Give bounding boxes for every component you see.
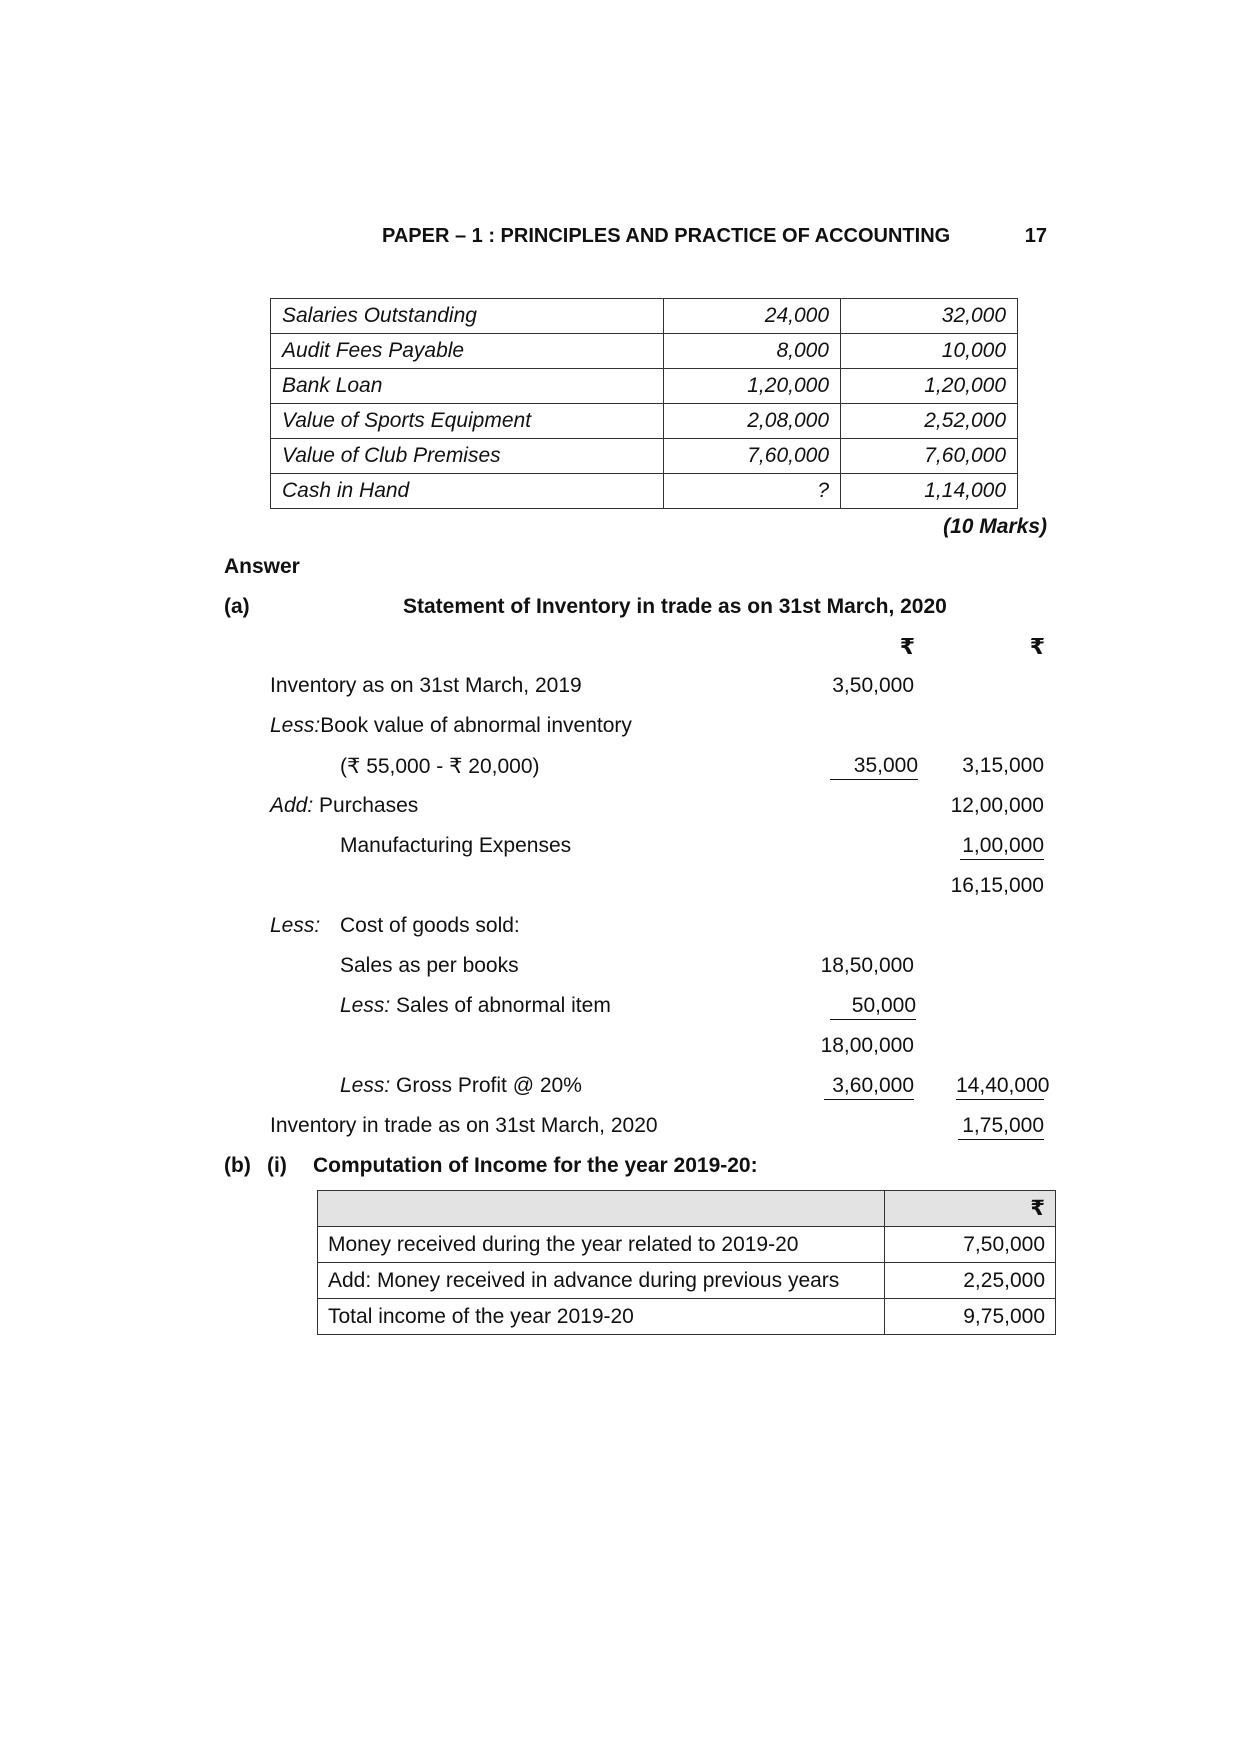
balance-items-table [270,298,1018,509]
purchases-label: Purchases [313,794,419,817]
opening-inventory-label: Inventory as on 31st March, 2019 [270,674,582,697]
part-a-title: Statement of Inventory in trade as on 31st March, 2020 [403,595,947,618]
row-value-2: 32,000 [841,299,1018,334]
row-label: Money received during the year related to 2019-20 [318,1227,885,1263]
table-row [271,439,1018,474]
row-label: Salaries Outstanding [271,299,664,334]
less-prefix: Less: [270,714,321,737]
row-amount: 2,25,000 [885,1263,1056,1299]
page-header-title: PAPER – 1 : PRINCIPLES AND PRACTICE OF ACCOUNTING [382,225,951,247]
mfg-expenses-label: Manufacturing Expenses [340,834,572,857]
row-value-1: 7,60,000 [664,439,841,474]
page-number: 17 [1024,225,1047,247]
add-prefix: Add: [270,794,314,817]
row-value-1: ? [664,474,841,509]
part-b-label: (b) [224,1154,251,1177]
row-label: Add: Money received in advance during previous years [318,1263,885,1299]
row-value-1: 8,000 [664,334,841,369]
less-abnormal-line [270,714,632,738]
row-value-1: 2,08,000 [664,404,841,439]
row-value-2: 10,000 [841,334,1018,369]
less-abnormal-label: Book value of abnormal inventory [320,714,632,737]
table-row [271,404,1018,439]
closing-inventory-label: Inventory in trade as on 31st March, 2020 [270,1114,658,1137]
sales-books-label: Sales as per books [340,954,519,977]
less-prefix: Less: [340,1074,391,1097]
part-b-title: Computation of Income for the year 2019-20: [313,1154,758,1177]
row-label: Value of Sports Equipment [271,404,664,439]
table-row [271,369,1018,404]
subtotal-amount: 16,15,000 [950,874,1044,897]
adjusted-inventory-amount: 3,15,000 [962,754,1044,777]
marks-label: (10 Marks) [943,515,1047,538]
part-b-sub-label: (i) [267,1154,287,1177]
abnormal-sales-label: Sales of abnormal item [390,994,611,1017]
table-row [318,1299,1056,1335]
row-label: Audit Fees Payable [271,334,664,369]
row-value-2: 1,20,000 [841,369,1018,404]
row-label: Value of Club Premises [271,439,664,474]
table-row [318,1263,1056,1299]
row-label: Cash in Hand [271,474,664,509]
table-row [271,474,1018,509]
table-row [271,334,1018,369]
less-prefix: Less: [270,914,321,937]
row-value-2: 7,60,000 [841,439,1018,474]
row-value-1: 1,20,000 [664,369,841,404]
table-row [318,1227,1056,1263]
purchases-amount: 12,00,000 [950,794,1044,817]
answer-heading: Answer [224,555,300,578]
table-header-row [318,1191,1056,1227]
table-row [271,299,1018,334]
header-currency: ₹ [885,1191,1056,1227]
cogs-label: Cost of goods sold: [340,914,520,937]
sales-books-amount: 18,50,000 [820,954,914,977]
less-abnormal-sales-line [340,994,611,1018]
less-gross-profit-line [340,1074,582,1098]
abnormal-calc-label: (₹ 55,000 - ₹ 20,000) [340,755,540,778]
row-value-2: 2,52,000 [841,404,1018,439]
mfg-expenses-amount: 1,00,000 [950,834,1044,860]
net-sales-amount: 18,00,000 [820,1034,914,1057]
currency-col1: ₹ [899,634,915,659]
header-blank-cell [318,1191,885,1227]
part-a-label: (a) [224,595,250,618]
row-value-1: 24,000 [664,299,841,334]
abnormal-sales-amount: 50,000 [830,994,914,1020]
row-amount: 9,75,000 [885,1299,1056,1335]
less-prefix: Less: [340,994,391,1017]
cogs-amount: 14,40,000 [930,1074,1044,1100]
gross-profit-label: Gross Profit @ 20% [390,1074,582,1097]
add-purchases-line [270,794,418,818]
row-amount: 7,50,000 [885,1227,1056,1263]
abnormal-calc-amount: 35,000 [830,754,914,780]
currency-col2: ₹ [1029,634,1045,659]
row-value-2: 1,14,000 [841,474,1018,509]
row-label: Bank Loan [271,369,664,404]
gross-profit-amount: 3,60,000 [810,1074,914,1100]
income-computation-table [317,1190,1056,1335]
row-label: Total income of the year 2019-20 [318,1299,885,1335]
opening-inventory-amount: 3,50,000 [832,674,914,697]
closing-inventory-amount: 1,75,000 [930,1114,1044,1140]
